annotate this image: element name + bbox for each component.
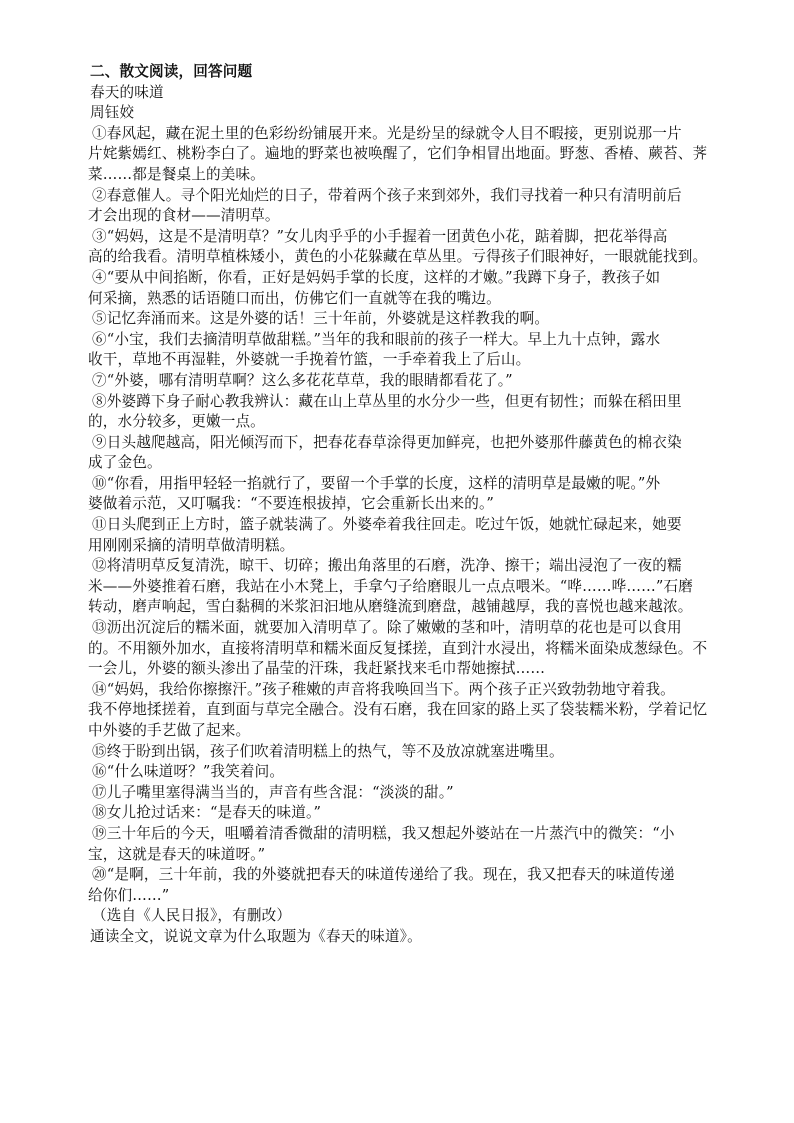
paragraph-line: ⑱女儿抢过话来：“是春天的味道。” [92,804,322,822]
paragraph-line: ⑨日头越爬越高，阳光倾泻而下，把春花春草涂得更加鲜亮，也把外婆那件藤黄色的棉衣染 [92,433,682,451]
paragraph-line: 的。不用额外加水，直接将清明草和糯米面反复揉搓，直到汁水浸出，将糯米面染成葱绿色。不 [88,639,708,657]
paragraph-line: ④“要从中间掐断，你看，正好是妈妈手掌的长度，这样的才嫩。”我蹲下身子，教孩子如 [92,268,661,286]
paragraph-line: 的，水分较多，更嫩一点。 [88,413,265,431]
paragraph-12 [88,556,738,618]
paragraph-line: ⑫将清明草反复清洗，晾干、切碎；搬出角落里的石磨，洗净、擦干；端出浸泡了一夜的糯 [92,557,682,575]
paragraph-line: 宝，这就是春天的味道呀。” [88,845,266,863]
document-page [88,62,738,948]
paragraph-18 [88,803,738,824]
article-source: （选自《人民日报》，有删改） [92,907,292,925]
paragraph-line: 用刚刚采摘的清明草做清明糕。 [88,536,295,554]
paragraph-line: 转动，磨声响起，雪白黏稠的米浆汩汩地从磨缝流到磨盘，越铺越厚，我的喜悦也越来越浓。 [88,598,693,616]
paragraph-line: 菜……都是餐桌上的美味。 [88,165,265,183]
paragraph-line: 中外婆的手艺做了起来。 [88,722,251,739]
paragraph-line: 何采摘，熟悉的话语随口而出，仿佛它们一直就等在我的嘴边。 [88,289,501,307]
paragraph-line: ⑪日头爬到正上方时，篮子就装满了。外婆牵着我往回走。吃过午饭，她就忙碌起来，她要 [92,516,682,534]
paragraph-2 [88,186,738,227]
paragraph-line: ⑲三十年后的今天，咀嚼着清香微甜的清明糕，我又想起外婆站在一片蒸汽中的微笑：“小 [92,824,675,842]
paragraph-line: ⑧外婆蹲下身子耐心教我辨认：藏在山上草丛里的水分少一些，但更有韧性；而躲在稻田里 [92,392,682,410]
paragraph-line: 我不停地揉搓着，直到面与草完全融合。没有石磨，我在回家的路上买了袋装糯米粉，学着记忆 [88,701,708,719]
article-title: 春天的味道 [90,83,164,101]
paragraph-15 [88,742,738,763]
paragraph-5 [88,309,738,330]
paragraph-line: ⑭“妈妈，我给你擦擦汗。”孩子稚嫩的声音将我唤回当下。两个孩子正兴致勃勃地守着我。 [92,680,675,698]
paragraph-line: 成了金色。 [88,454,162,472]
paragraph-1 [88,124,738,186]
paragraph-line: 一会儿，外婆的额头渗出了晶莹的汗珠，我赶紧找来毛巾帮她擦拭…… [88,660,546,678]
paragraph-line: 收干，草地不再湿鞋，外婆就一手挽着竹篮，一手牵着我上了后山。 [88,351,531,369]
paragraph-line: ①春风起，藏在泥土里的色彩纷纷铺展开来。光是纷呈的绿就令人目不暇接，更别说那一片 [92,124,682,142]
paragraph-line: 给你们……” [88,886,170,904]
paragraph-19 [88,824,738,865]
paragraph-line: ⑯“什么味道呀？”我笑着问。 [92,763,285,781]
paragraph-line: ⑦“外婆，哪有清明草啊？这么多花花草草，我的眼睛都看花了。” [92,371,513,389]
paragraph-line: ⑤记忆奔涌而来。这是外婆的话！三十年前，外婆就是这样教我的啊。 [92,310,550,328]
paragraph-line: ⑩“你看，用指甲轻轻一掐就行了，要留一个手掌的长度，这样的清明草是最嫩的呢。”外 [92,474,661,492]
paragraph-line: ⑮终于盼到出锅，孩子们吹着清明糕上的热气，等不及放凉就塞进嘴里。 [92,742,564,760]
paragraph-line: 高的给我看。清明草植株矮小，黄色的小花躲藏在草丛里。亏得孩子们眼神好，一眼就能找到。 [88,248,708,266]
paragraph-13 [88,618,738,680]
section-heading: 二、散文阅读，回答问题 [90,63,253,80]
paragraph-line: ⑥“小宝，我们去摘清明草做甜糕。”当年的我和眼前的孩子一样大。早上九十点钟，露水 [92,330,661,348]
paragraph-8 [88,392,738,433]
paragraph-line: ⑬沥出沉淀后的糯米面，就要加入清明草了。除了嫩嫩的茎和叶，清明草的花也是可以食用 [92,619,682,637]
paragraph-20 [88,865,738,906]
paragraph-17 [88,783,738,804]
paragraph-3 [88,227,738,268]
paragraph-line: 片姹紫嫣红、桃粉李白了。遍地的野菜也被唤醒了，它们争相冒出地面。野葱、香椿、蕨苔、荠 [88,145,708,163]
paragraph-line: ②春意催人。寻个阳光灿烂的日子，带着两个孩子来到郊外，我们寻找着一种只有清明前后 [92,186,682,204]
article-body [88,124,738,907]
paragraph-9 [88,433,738,474]
paragraph-4 [88,268,738,309]
paragraph-line: 才会出现的食材——清明草。 [88,207,280,225]
paragraph-11 [88,515,738,556]
article-author: 周钰姣 [90,104,135,122]
paragraph-line: ⑰儿子嘴里塞得满当当的，声音有些含混：“淡淡的甜。” [92,783,454,801]
paragraph-16 [88,762,738,783]
paragraph-6 [88,330,738,371]
paragraph-line: 婆做着示范，又叮嘱我：“不要连根拔掉，它会重新长出来的。” [88,495,495,513]
paragraph-line: 米——外婆推着石磨，我站在小木凳上，手拿勺子给磨眼儿一点点喂米。“哗……哗……”石磨 [88,577,693,595]
paragraph-7 [88,371,738,392]
paragraph-line: ③“妈妈，这是不是清明草？”女儿肉乎乎的小手握着一团黄色小花，踮着脚，把花举得高 [92,227,668,245]
paragraph-10 [88,474,738,515]
paragraph-line: ⑳“是啊，三十年前，我的外婆就把春天的味道传递给了我。现在，我又把春天的味道传递 [92,866,675,884]
question-text: 通读全文，说说文章为什么取题为《春天的味道》。 [90,927,422,945]
paragraph-14 [88,680,738,742]
